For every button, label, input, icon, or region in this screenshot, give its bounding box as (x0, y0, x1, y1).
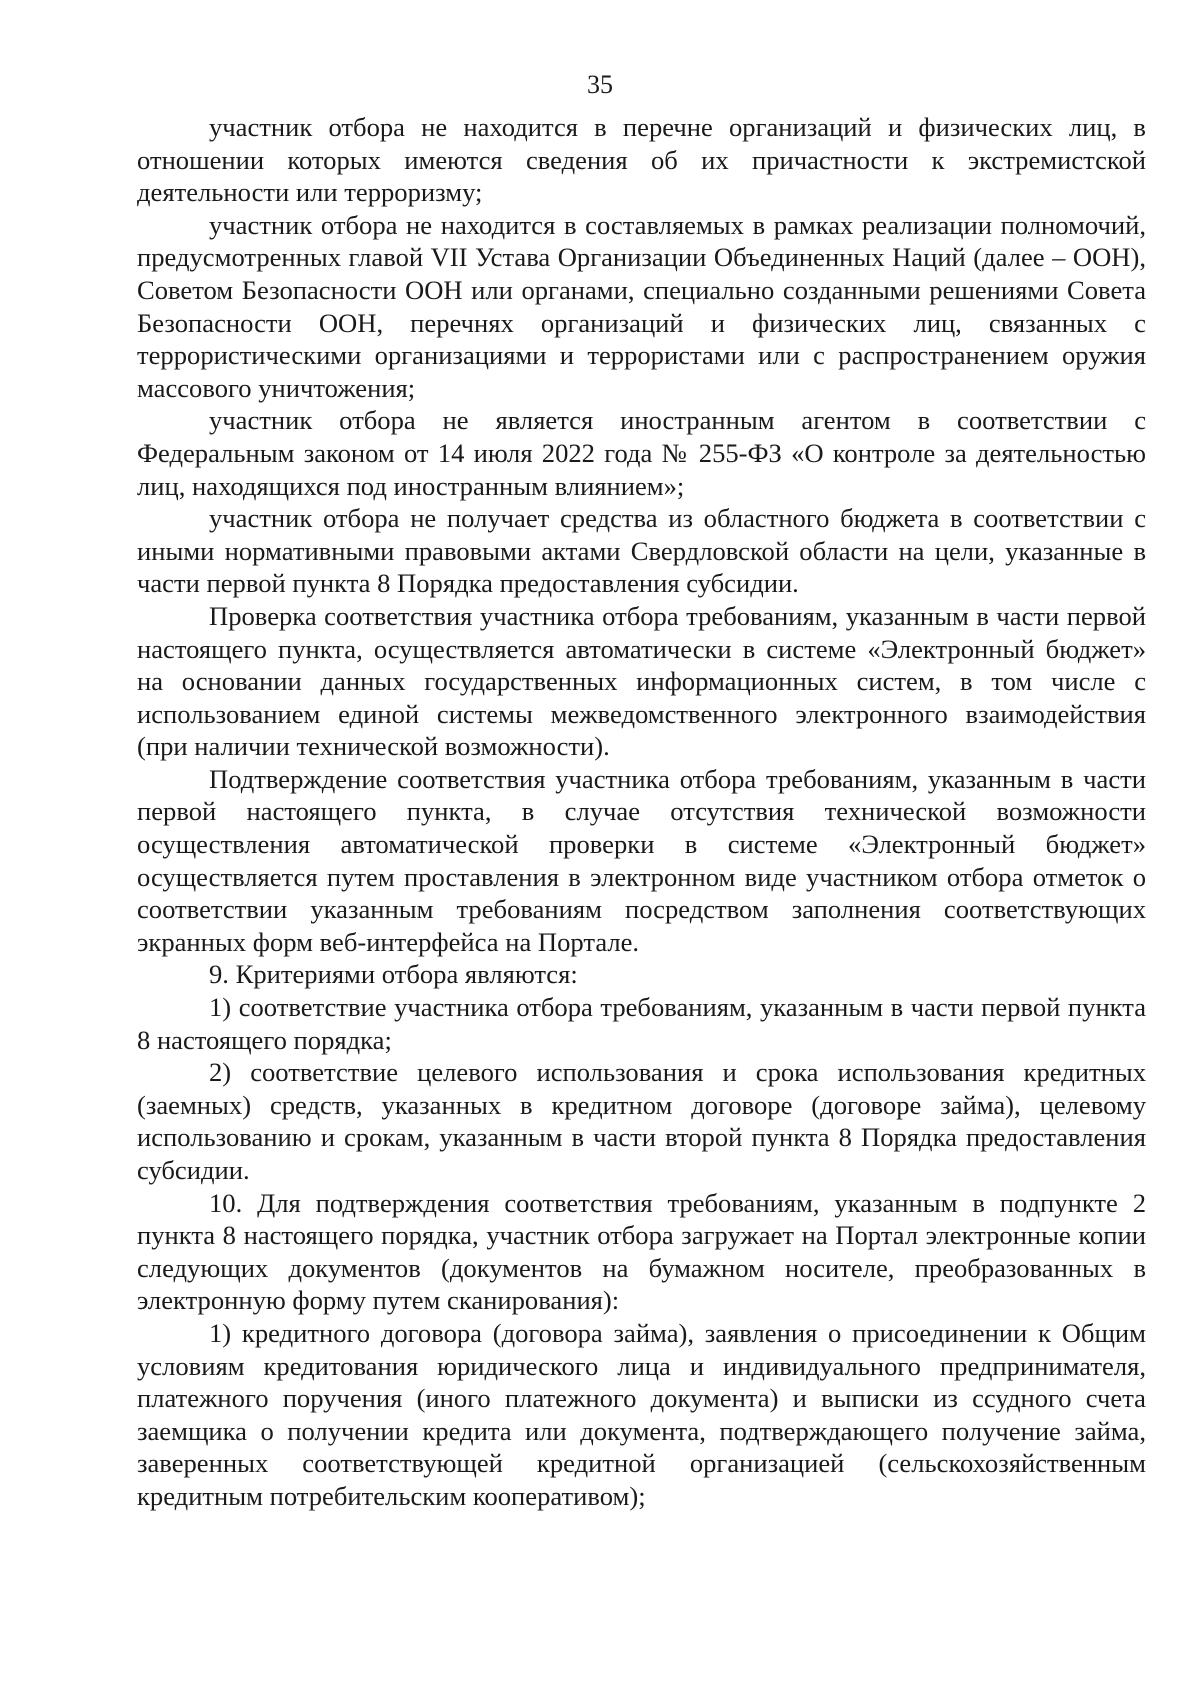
page-number: 35 (587, 70, 613, 99)
paragraph-document-1: 1) кредитного договора (договора займа), заявления о присоединении к Общим условиям кредитования юридического лица и индивидуального предпринимателя, платежного поручения (иного платежного документа) и выписки из ссудного счета заемщика о получении кредита или документа, подтверждающего получение займа, заверенных соответствующей кредитной организацией (сельскохозяйственным кредитным потребительским кооперативом); (137, 1317, 1146, 1511)
paragraph-documents-heading: 10. Для подтверждения соответствия требованиям, указанным в подпункте 2 пункта 8 настоящего порядка, участник отбора загружает на Портал электронные копии следующих документов (документов на бумажном носителе, преобразованных в электронную форму путем сканирования): (137, 1187, 1146, 1316)
document-body (137, 111, 1146, 1513)
paragraph-automatic-check: Проверка соответствия участника отбора требованиям, указанным в части первой настоящего пункта, осуществляется автоматически в системе «Электронный бюджет» на основании данных государственных информационных систем, в том числе с использованием единой системы межведомственного электронного взаимодействия (при наличии технической возможности). (137, 600, 1146, 762)
paragraph-regional-budget: участник отбора не получает средства из областного бюджета в соответствии с иными нормативными правовыми актами Свердловской области на цели, указанные в части первой пункта 8 Порядка предоставления субсидии. (137, 503, 1146, 599)
paragraph-un-sanctions-list: участник отбора не находится в составляемых в рамках реализации полномочий, предусмотренных главой VII Устава Организации Объединенных Наций (далее – ООН), Советом Безопасности ООН или органами, специально созданными решениями Совета Безопасности ООН, перечнях организаций и физических лиц, связанных с террористическими организациями и террористами или с распространением оружия массового уничтожения; (137, 209, 1146, 403)
paragraph-extremism-list: участник отбора не находится в перечне организаций и физических лиц, в отношении которых имеются сведения об их причастности к экстремистской деятельности или терроризму; (137, 112, 1146, 208)
paragraph-criterion-2: 2) соответствие целевого использования и срока использования кредитных (заемных) средств, указанных в кредитном договоре (договоре займа), целевому использованию и срокам, указанным в части второй пункта 8 Порядка предоставления субсидии. (137, 1057, 1146, 1185)
paragraph-foreign-agent: участник отбора не является иностранным агентом в соответствии с Федеральным законом от 14 июля 2022 года № 255-ФЗ «О контроле за деятельностью лиц, находящихся под иностранным влиянием»; (137, 405, 1146, 501)
paragraph-criterion-1: 1) соответствие участника отбора требованиям, указанным в части первой пункта 8 настоящего порядка; (137, 992, 1146, 1055)
paragraph-manual-confirmation: Подтверждение соответствия участника отбора требованиям, указанным в части первой настоящего пункта, в случае отсутствия технической возможности осуществления автоматической проверки в системе «Электронный бюджет» осуществляется путем проставления в электронном виде участником отбора отметок о соответствии указанным требованиям посредством заполнения соответствующих экранных форм веб-интерфейса на Портале. (137, 763, 1146, 957)
paragraph-criteria-heading: 9. Критериями отбора являются: (209, 959, 578, 990)
